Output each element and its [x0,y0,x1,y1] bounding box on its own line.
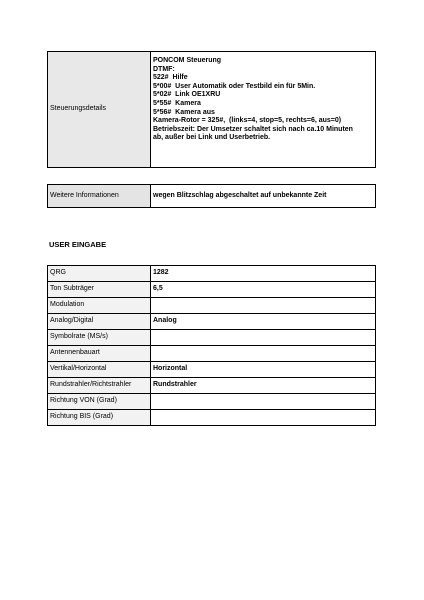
table-row [48,282,376,298]
further-info-row [48,185,376,208]
table-row [48,346,376,362]
row-label: Vertikal/Horizontal [48,362,151,378]
detail-line: 5*55# Kamera [153,99,201,107]
detail-line: PONCOM Steuerung [153,57,222,64]
detail-line: 522# Hilfe [153,74,188,82]
further-info-table [47,184,376,208]
table-row [48,298,376,314]
further-info-label: Weitere Informationen [48,185,151,208]
row-label: Ton Subträger [48,282,151,298]
detail-line: 5*00# User Automatik oder Testbild ein für 5Min. [153,82,316,90]
table-row [48,378,376,394]
detail-line: 5*02# Link OE1XRU [153,91,221,99]
row-value: 1282 [151,266,376,282]
row-label: Rundstrahler/Richtstrahler [48,378,151,394]
row-value [151,394,376,410]
table-row [48,394,376,410]
row-label: Modulation [48,298,151,314]
user-input-table [47,265,376,426]
row-label: Symbolrate (MS/s) [48,330,151,346]
row-value [151,298,376,314]
detail-line: Kamera-Rotor = 325#, (links=4, stop=5, rechts=6, aus=0) [153,117,342,125]
detail-line: DTMF: [153,65,175,73]
further-info-value: wegen Blitzschlag abgeschaltet auf unbekannte Zeit [151,185,376,208]
row-label: QRG [48,266,151,282]
row-value: 6,5 [151,282,376,298]
row-label: Richtung VON (Grad) [48,394,151,410]
detail-line: ab, außer bei Link und Userbetrieb. [153,134,271,142]
detail-line: Betriebszeit: Der Umsetzer schaltet sich nach ca.10 Minuten [153,125,353,133]
row-value [151,330,376,346]
control-details-value [151,52,376,168]
row-value: Rundstrahler [151,378,376,394]
control-details-label: Steuerungsdetails [48,52,151,168]
row-label: Antennenbauart [48,346,151,362]
user-input-heading: USER EINGABE [49,240,107,249]
row-value [151,410,376,426]
control-details-row [48,52,376,168]
row-value [151,346,376,362]
table-row [48,330,376,346]
control-details-table [47,51,376,168]
detail-line: 5*56# Kamera aus [153,108,215,116]
table-row [48,362,376,378]
table-row [48,266,376,282]
row-label: Richtung BIS (Grad) [48,410,151,426]
row-value: Horizontal [151,362,376,378]
table-row [48,314,376,330]
row-label: Analog/Digital [48,314,151,330]
table-row [48,410,376,426]
row-value: Analog [151,314,376,330]
